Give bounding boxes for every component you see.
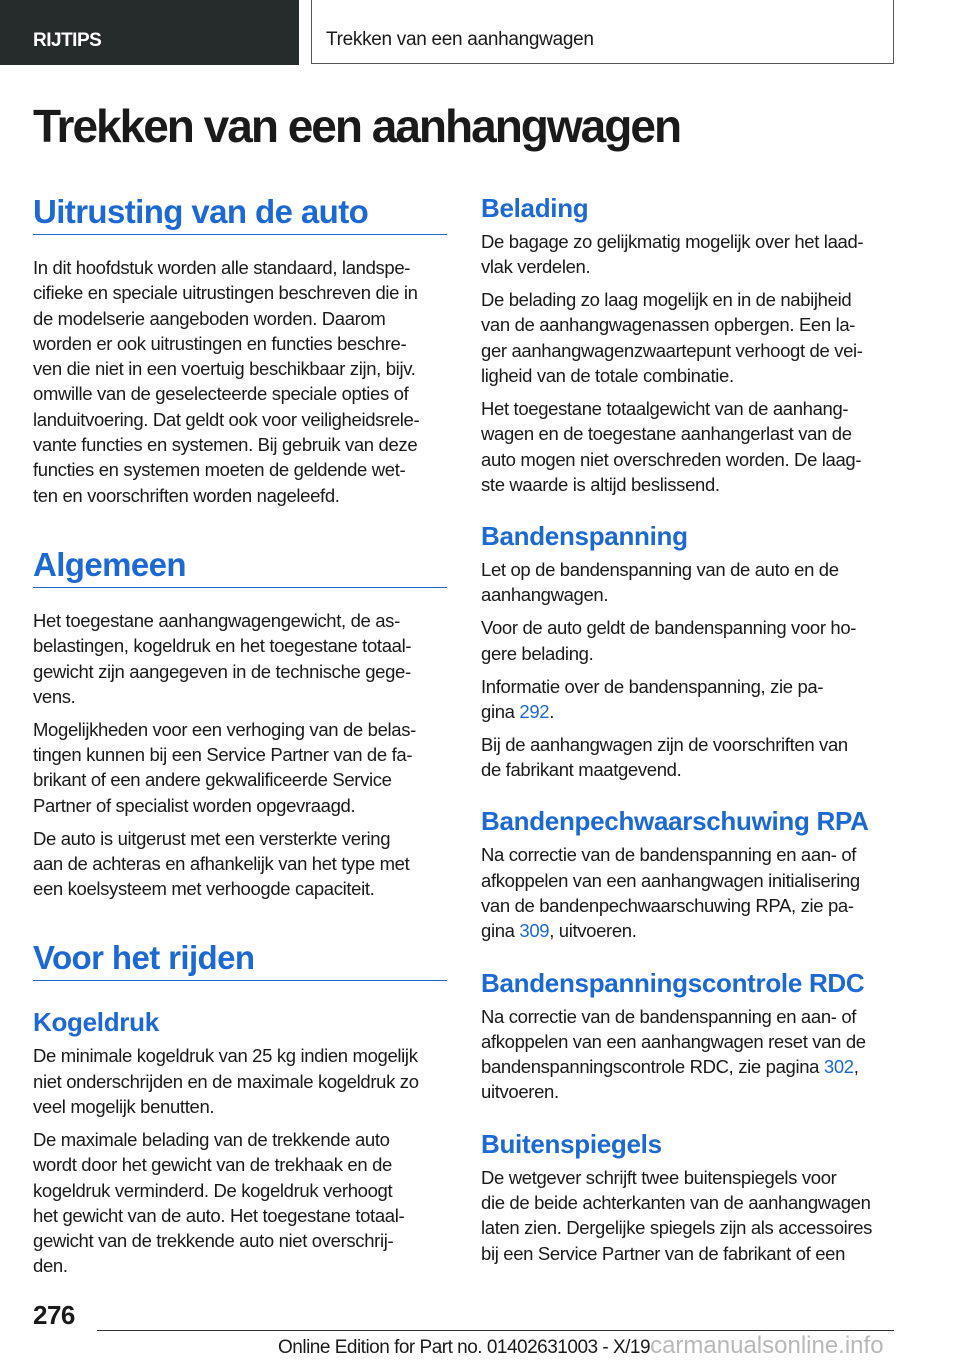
text-line: ven die niet in een voertuig beschikbaar zijn, bijv. xyxy=(33,358,416,380)
text-segment: . xyxy=(549,700,554,722)
text-line: De auto is uitgerust met een versterkte vering xyxy=(33,827,391,849)
paragraph xyxy=(33,1127,447,1279)
text-line: afkoppelen van een aanhangwagen reset van de xyxy=(481,1030,866,1052)
edition-text: Online Edition for Part no. 01402631003 - X/19 xyxy=(278,1337,651,1358)
text-line: veel mogelijk benutten. xyxy=(33,1096,215,1118)
text-segment: , uitvoeren. xyxy=(549,920,637,942)
text-line: De belading zo laag mogelijk en in de nabijheid xyxy=(481,289,852,311)
text-line: den. xyxy=(33,1255,68,1277)
text-line: vens. xyxy=(33,685,76,707)
paragraph xyxy=(33,608,447,709)
text-line: Let op de bandenspanning van de auto en de xyxy=(481,559,839,581)
paragraph xyxy=(481,229,895,280)
chapter-tab xyxy=(311,0,894,64)
text-line: ger aanhangwagenzwaartepunt verhoogt de vei- xyxy=(481,339,863,361)
text-line: belastingen, kogeldruk en het toegestane totaal- xyxy=(33,635,412,657)
paragraph xyxy=(33,255,447,508)
text-line: wordt door het gewicht van de trekhaak en de xyxy=(33,1154,392,1176)
text-line: ten en voorschriften worden nageleefd. xyxy=(33,484,340,506)
text-line: gewicht zijn aangegeven in de technische gege- xyxy=(33,660,411,682)
paragraph xyxy=(481,287,895,388)
text-line: de fabrikant maatgevend. xyxy=(481,759,682,781)
subsection-heading-kogeldruk: Kogeldruk xyxy=(33,1007,159,1038)
paragraph xyxy=(33,1043,447,1119)
paragraph xyxy=(481,396,895,497)
text-line: Mogelijkheden voor een verhoging van de belas- xyxy=(33,718,416,740)
paragraph xyxy=(481,732,895,783)
subsection-heading-bandenspanning: Bandenspanning xyxy=(481,521,688,552)
text-line xyxy=(481,918,895,943)
watermark: carmanualsonline.info xyxy=(650,1332,884,1359)
section-heading-voor-het-rijden: Voor het rijden xyxy=(33,936,447,981)
text-line: laten zien. Dergelijke spiegels zijn als accessoires xyxy=(481,1217,873,1239)
text-line: kogeldruk verminderd. De kogeldruk verhoogt xyxy=(33,1179,393,1201)
text-line: aanhangwagen. xyxy=(481,584,609,606)
section-tab xyxy=(0,0,299,65)
subsection-heading-belading: Belading xyxy=(481,193,589,223)
text-line: van de bandenpechwaarschuwing RPA, zie pa- xyxy=(481,894,854,916)
text-line: tingen kunnen bij een Service Partner van de fa- xyxy=(33,744,413,766)
paragraph xyxy=(481,1004,895,1105)
text-line: uitvoeren. xyxy=(481,1081,559,1103)
page-title: Trekken van een aanhangwagen xyxy=(33,100,681,152)
page-link[interactable]: 302 xyxy=(823,1056,854,1078)
paragraph xyxy=(481,674,895,725)
text-line: functies en systemen moeten de geldende wet- xyxy=(33,459,406,481)
page-link[interactable]: 292 xyxy=(519,700,550,722)
section-heading-algemeen: Algemeen xyxy=(33,543,447,588)
footer-rule xyxy=(97,1330,894,1331)
text-line: worden er ook uitrustingen en functies beschre- xyxy=(33,332,407,354)
text-line: een koelsysteem met verhoogde capaciteit. xyxy=(33,878,375,900)
text-line: ligheid van de totale combinatie. xyxy=(481,365,734,387)
subsection-heading-bandenspanningscontrole-rdc: Bandenspanningscontrole RDC xyxy=(481,967,865,998)
section-heading-uitrusting-van-de-auto: Uitrusting van de auto xyxy=(33,190,447,235)
text-line: Na correctie van de bandenspanning en aan- of xyxy=(481,844,857,866)
paragraph xyxy=(33,717,447,818)
page-link[interactable]: 309 xyxy=(519,920,550,942)
text-line: omwille van de geselecteerde speciale opties of xyxy=(33,383,409,405)
paragraph xyxy=(481,842,895,943)
text-segment: gina xyxy=(481,700,520,722)
text-line: gewicht van de trekkende auto niet overschrij- xyxy=(33,1230,394,1252)
paragraph xyxy=(33,826,447,902)
text-line: gere belading. xyxy=(481,642,594,664)
text-line: brikant of een andere gekwalificeerde Service xyxy=(33,769,392,791)
text-line: Partner of specialist worden opgevraagd. xyxy=(33,794,356,816)
text-line: van de aanhangwagenassen opbergen. Een la- xyxy=(481,314,856,336)
chapter-label: Trekken van een aanhangwagen xyxy=(326,29,594,50)
text-line: afkoppelen van een aanhangwagen initialisering xyxy=(481,869,860,891)
page-number: 276 xyxy=(33,1300,75,1330)
text-line: Informatie over de bandenspanning, zie pa- xyxy=(481,675,824,697)
text-line: niet onderschrijden en de maximale kogeldruk zo xyxy=(33,1070,419,1092)
paragraph xyxy=(481,557,895,608)
footer-text xyxy=(278,1332,884,1360)
text-line: ste waarde is altijd beslissend. xyxy=(481,473,720,495)
text-line: die de beide achterkanten van de aanhangwagen xyxy=(481,1191,871,1213)
text-segment: bandenspanningscontrole RDC, zie pagina xyxy=(481,1056,824,1078)
text-line: landuitvoering. Dat geldt ook voor veiligheidsrele- xyxy=(33,408,420,430)
text-line: het gewicht van de auto. Het toegestane totaal- xyxy=(33,1204,405,1226)
paragraph xyxy=(481,1165,895,1266)
text-line: In dit hoofdstuk worden alle standaard, landspe- xyxy=(33,257,411,278)
subsection-heading-buitenspiegels: Buitenspiegels xyxy=(481,1128,662,1159)
text-segment: , xyxy=(853,1056,859,1078)
text-line: vante functies en systemen. Bij gebruik van deze xyxy=(33,434,418,456)
text-line: De bagage zo gelijkmatig mogelijk over het laad- xyxy=(481,231,864,252)
subsection-heading-bandenpechwaarschuwing-rpa: Bandenpechwaarschuwing RPA xyxy=(481,806,869,837)
text-line: Bij de aanhangwagen zijn de voorschriften van xyxy=(481,733,848,755)
text-line: De minimale kogeldruk van 25 kg indien mogelijk xyxy=(33,1045,418,1067)
left-column xyxy=(33,190,447,1279)
text-line: de modelserie aangeboden worden. Daarom xyxy=(33,307,386,329)
text-line: aan de achteras en afhankelijk van het type met xyxy=(33,852,410,874)
text-line: De maximale belading van de trekkende auto xyxy=(33,1128,390,1150)
text-line: auto mogen niet overschreden worden. De laag- xyxy=(481,448,862,470)
right-column xyxy=(481,191,895,1266)
text-line: De wetgever schrijft twee buitenspiegels voor xyxy=(481,1166,837,1188)
text-line xyxy=(481,1054,895,1079)
text-line: bij een Service Partner van de fabrikant of een xyxy=(481,1242,846,1264)
section-label: RIJTIPS xyxy=(33,30,102,51)
text-line: Voor de auto geldt de bandenspanning voor ho- xyxy=(481,617,857,639)
text-line: Het toegestane aanhangwagengewicht, de as- xyxy=(33,609,400,631)
text-line: Het toegestane totaalgewicht van de aanhang- xyxy=(481,397,849,419)
text-segment: gina xyxy=(481,920,520,942)
paragraph xyxy=(481,615,895,666)
text-line: Na correctie van de bandenspanning en aan- of xyxy=(481,1005,857,1027)
text-line: cifieke en speciale uitrustingen beschreven die in xyxy=(33,282,418,304)
text-line: vlak verdelen. xyxy=(481,256,591,278)
text-line xyxy=(481,699,895,724)
text-line: wagen en de toegestane aanhangerlast van de xyxy=(481,423,852,445)
